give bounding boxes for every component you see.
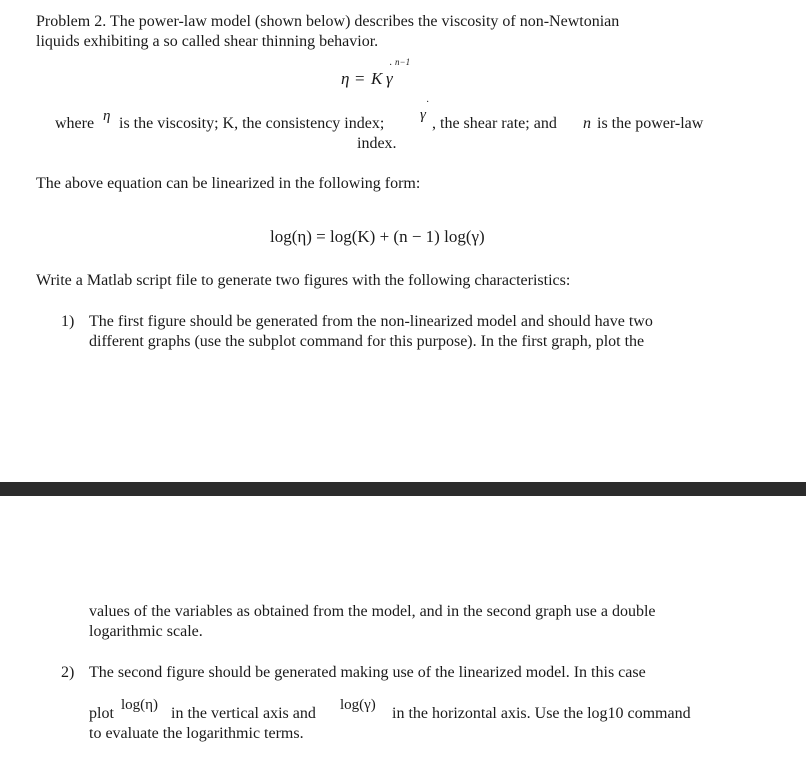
where-gamma-symbol: γ <box>420 107 426 123</box>
gamma-dot-mark-2: · <box>426 97 430 108</box>
linearize-text: The above equation can be linearized in the following form: <box>36 175 421 192</box>
eq1-eta: η <box>341 69 350 88</box>
gamma-dot-mark: · <box>389 60 393 71</box>
item-1-number: 1) <box>61 313 75 330</box>
item-1-line-2: different graphs (use the subplot command for this purpose). In the first graph, plot the <box>89 333 645 350</box>
item-2-number: 2) <box>61 664 75 681</box>
page-break-bar <box>0 482 806 496</box>
item-1-line-3: values of the variables as obtained from the model, and in the second graph use a double <box>89 603 656 620</box>
log-eta-term: log(η) <box>121 697 159 713</box>
exponent: n−1 <box>395 57 411 67</box>
item-1-line-4: logarithmic scale. <box>89 623 203 640</box>
where-text-powerlaw: is the power-law <box>597 115 704 132</box>
intro-line-2: liquids exhibiting a so called shear thinning behavior. <box>36 33 379 50</box>
log-gamma-term: log(γ) <box>340 697 376 713</box>
where-text-viscosity: is the viscosity; K, the consistency index; <box>119 115 385 132</box>
item-2-mid-text: in the vertical axis and <box>171 705 316 722</box>
eq1-gamma: γ <box>386 69 393 88</box>
item-2-plot-word: plot <box>89 705 114 722</box>
item-2-line-3: to evaluate the logarithmic terms. <box>89 725 304 742</box>
where-index-word: index. <box>357 135 397 152</box>
eq1-k: K <box>371 69 383 88</box>
intro-line-1: Problem 2. The power-law model (shown below) describes the viscosity of non-Newtonian <box>36 13 620 30</box>
where-word: where <box>55 115 95 132</box>
item-2-end-text: in the horizontal axis. Use the log10 command <box>392 705 691 722</box>
where-n-symbol: n <box>583 115 591 132</box>
matlab-instruction: Write a Matlab script file to generate two figures with the following characteristics: <box>36 272 571 289</box>
where-eta-symbol: η <box>103 108 111 124</box>
linearized-equation: log(η) = log(K) + (n − 1) log(γ) <box>270 227 485 246</box>
item-1-line-1: The first figure should be generated from the non-linearized model and should have two <box>89 313 653 330</box>
where-text-shear: , the shear rate; and <box>432 115 557 132</box>
item-2-line-1: The second figure should be generated making use of the linearized model. In this case <box>89 664 646 681</box>
eq1-equals: = <box>355 69 365 88</box>
